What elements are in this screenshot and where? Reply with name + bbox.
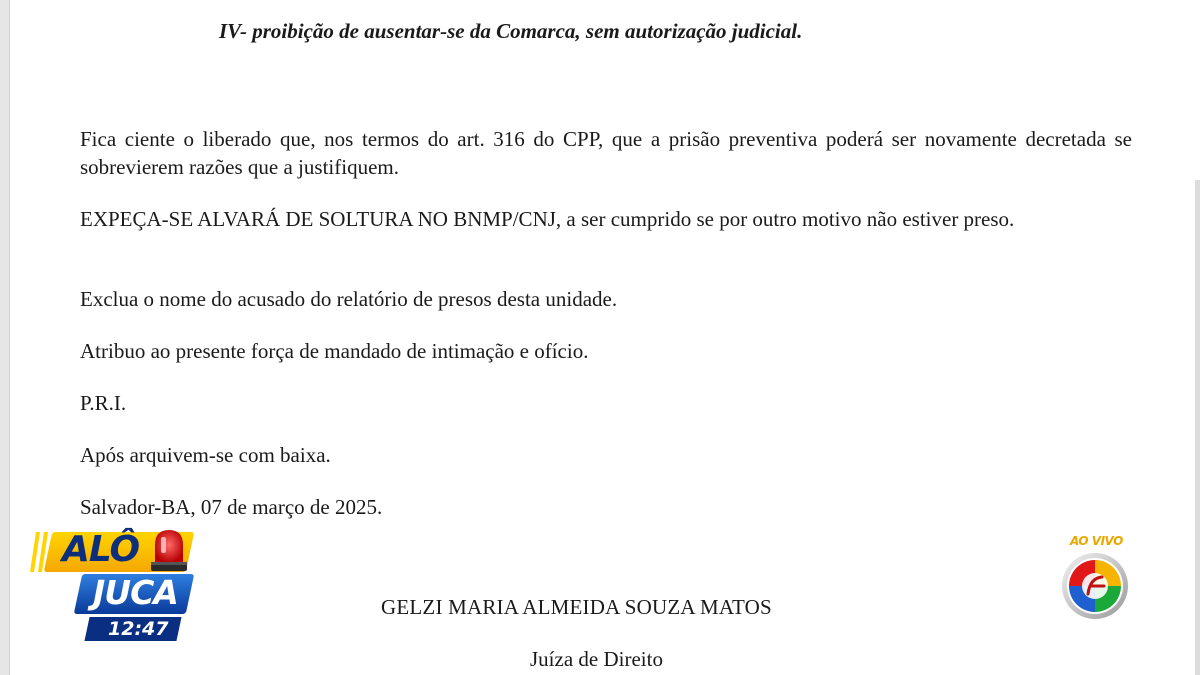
live-label: AO VIVO [1070, 534, 1123, 548]
channel-logo-icon [1058, 550, 1132, 620]
clock-time: 12:47 [108, 618, 169, 640]
document-heading: IV- proibição de ausentar-se da Comarca, sem autorização judicial. [219, 19, 803, 43]
signature-name: GELZI MARIA ALMEIDA SOUZA MATOS [381, 595, 772, 619]
signature-role: Juíza de Direito [530, 647, 663, 671]
paragraph-exclua: Exclua o nome do acusado do relatório de presos desta unidade. [80, 287, 618, 311]
paragraph-arquivem: Após arquivem-se com baixa. [80, 443, 331, 467]
paragraph-date: Salvador-BA, 07 de março de 2025. [80, 495, 383, 519]
live-badge [1058, 534, 1132, 620]
siren-icon [146, 525, 192, 575]
paragraph-art-316: Fica ciente o liberado que, nos termos do art. 316 do CPP, que a prisão preventiva poderá ser novamente decretada se sobrevierem razões que a justifiquem. [80, 127, 1132, 179]
paragraph-pri: P.R.I. [80, 391, 127, 415]
show-logo [30, 525, 205, 647]
show-title-line1: ALÔ [62, 529, 140, 570]
show-title-line2: JUCA [93, 573, 178, 612]
paragraph-alvara: EXPEÇA-SE ALVARÁ DE SOLTURA NO BNMP/CNJ, a ser cumprido se por outro motivo não estiver preso. [80, 207, 1015, 231]
paragraph-atribuo: Atribuo ao presente força de mandado de intimação e ofício. [80, 339, 589, 363]
